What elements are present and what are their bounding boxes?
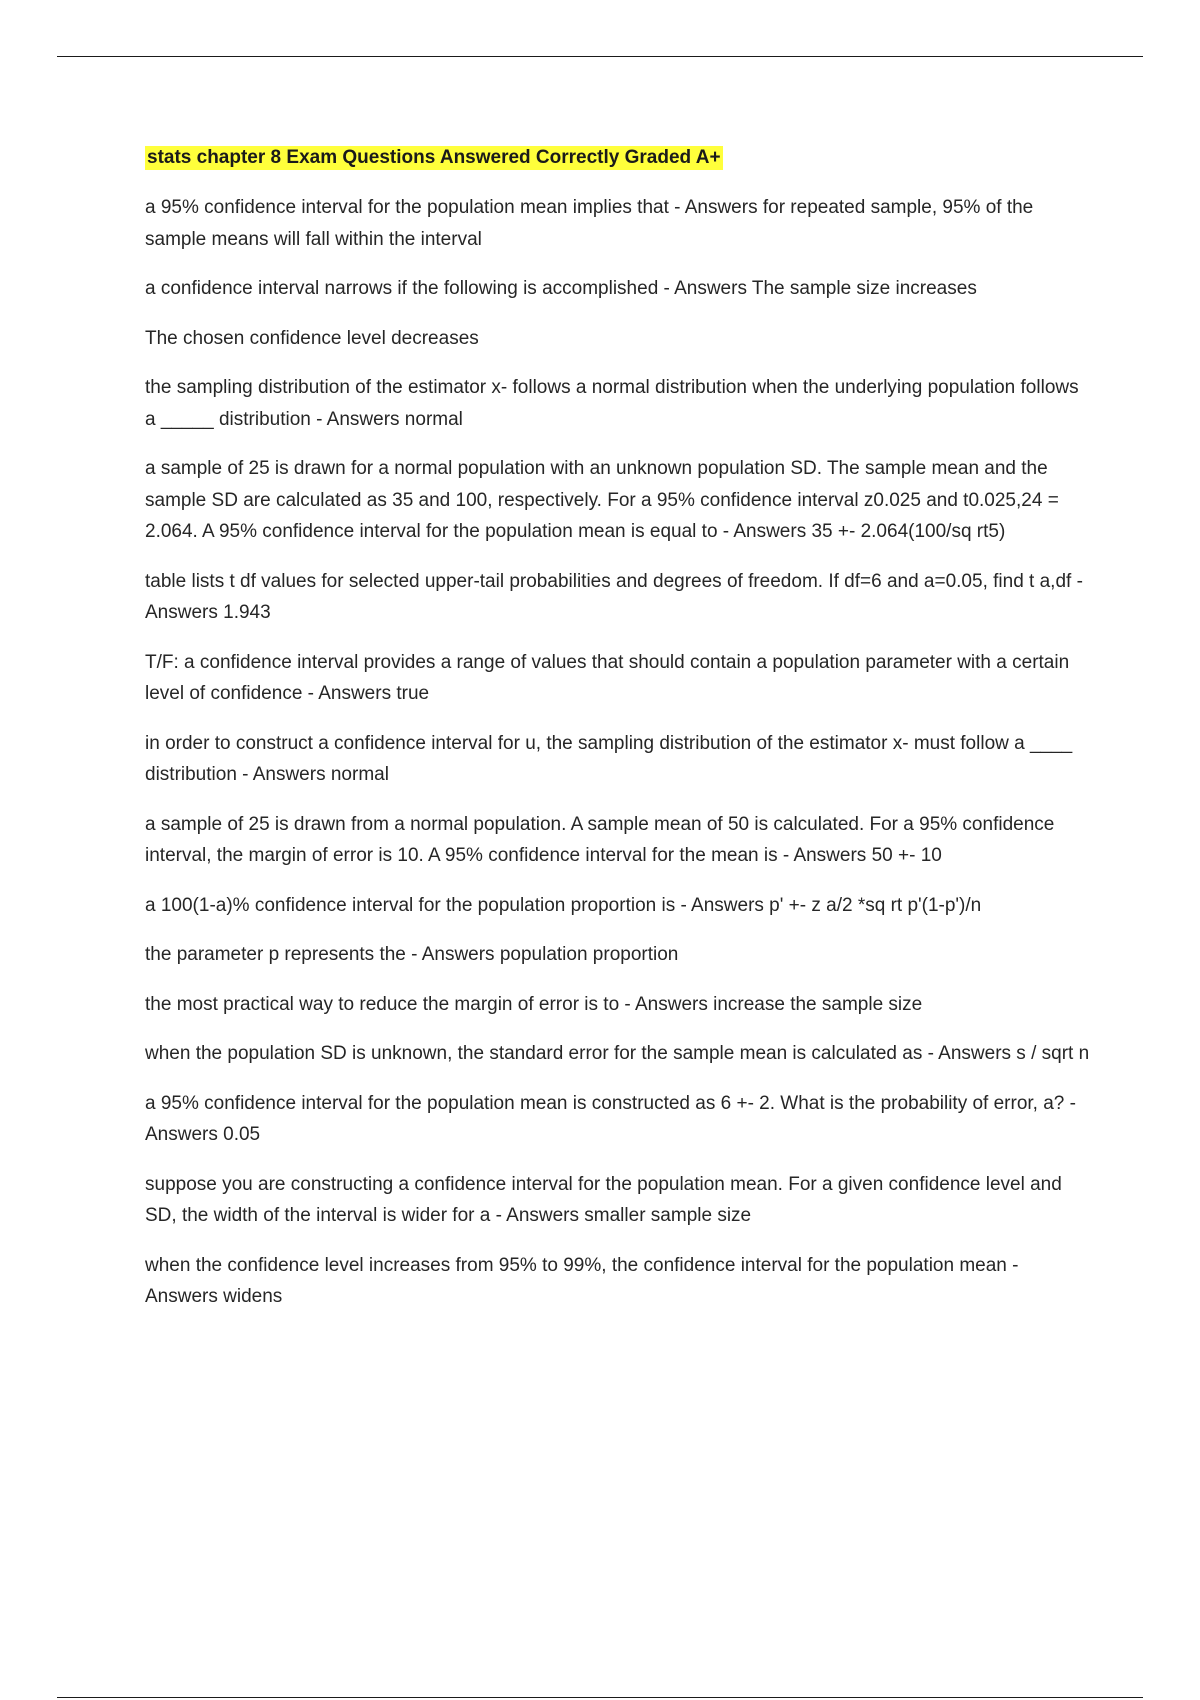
paragraph: a sample of 25 is drawn for a normal population with an unknown population SD. The sample mean and the sample SD are calculated as 35 and 100, respectively. For a 95% confidence interval z0.025 and t0.025,24 = 2.064. A 95% confidence interval for the population mean is equal to - Answers 35 +- 2.064(100/sq rt5)	[145, 458, 1059, 542]
paragraph: The chosen confidence level decreases	[145, 327, 479, 349]
paragraph: a 95% confidence interval for the population mean is constructed as 6 +- 2. What is the probability of error, a? - Answers 0.05	[145, 1092, 1076, 1145]
top-rule	[57, 56, 1143, 57]
paragraph: a sample of 25 is drawn from a normal population. A sample mean of 50 is calculated. For a 95% confidence interval, the margin of error is 10. A 95% confidence interval for the mean is - Answers 50 +- 10	[145, 813, 1055, 866]
paragraph: a confidence interval narrows if the following is accomplished - Answers The sample size increases	[145, 278, 977, 299]
paragraph: T/F: a confidence interval provides a range of values that should contain a population parameter with a certain level of confidence - Answers true	[145, 651, 1070, 704]
paragraph: when the population SD is unknown, the standard error for the sample mean is calculated as - Answers s / sqrt n	[145, 1043, 1090, 1064]
document-title: stats chapter 8 Exam Questions Answered Correctly Graded A+	[147, 147, 721, 168]
paragraph: suppose you are constructing a confidence interval for the population mean. For a given confidence level and SD, the width of the interval is wider for a - Answers smaller sample size	[145, 1173, 1062, 1226]
paragraph: the sampling distribution of the estimator x- follows a normal distribution when the underlying population follows a _____ distribution - Answers normal	[145, 377, 1079, 430]
paragraph: when the confidence level increases from 95% to 99%, the confidence interval for the population mean - Answers widens	[145, 1254, 1019, 1307]
paragraph: the parameter p represents the - Answers population proportion	[145, 944, 679, 965]
paragraph: a 95% confidence interval for the population mean implies that - Answers for repeated sample, 95% of the sample means will fall within the interval	[145, 197, 1034, 250]
bottom-rule	[57, 1697, 1143, 1698]
paragraph: a 100(1-a)% confidence interval for the population proportion is - Answers p' +- z a/2 *sq rt p'(1-p')/n	[145, 894, 982, 916]
paragraph: table lists t df values for selected upper-tail probabilities and degrees of freedom. If df=6 and a=0.05, find t a,df - Answers 1.943	[145, 570, 1083, 623]
paragraph: in order to construct a confidence interval for u, the sampling distribution of the estimator x- must follow a ____ distribution - Answers normal	[145, 732, 1073, 785]
document-body	[145, 146, 1090, 1331]
paragraph: the most practical way to reduce the margin of error is to - Answers increase the sample size	[145, 993, 923, 1015]
